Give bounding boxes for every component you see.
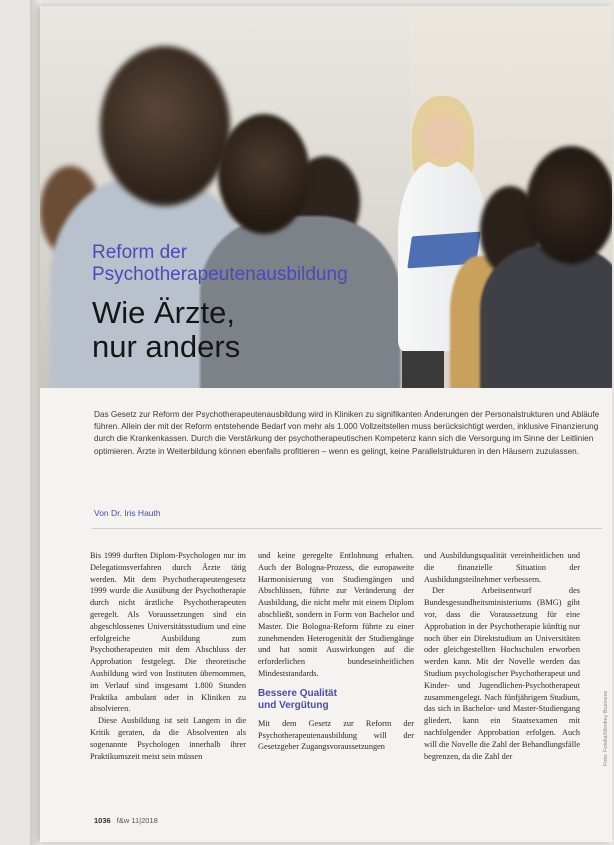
article-lead: Das Gesetz zur Reform der Psychotherapeutenausbildung wird in Kliniken zu signifikanten Änderungen der Personalstrukturen und Abläufe führen. Allein der mit der Reform entstehende Bedarf von mehr als 1.000 Vollzeitstellen muss berücksichtigt werden, inklusive Finanzierung durch die Krankenkassen. Durch die Verstärkung der psychotherapeutischen Kompetenz kann sich die Versorgung im Sinne der Leitlinien optimieren. Ärzte in Weiterbildung können ebenfalls profitieren – wenn es gelingt, keine Parallelstrukturen in den Häusern zuzulassen. — [94, 410, 600, 456]
article-byline: Von Dr. Iris Hauth — [94, 508, 161, 518]
photo-credit: Foto: Fotolia/Monkey Business — [603, 690, 609, 766]
text-column-3 — [424, 550, 580, 762]
text-column-1 — [90, 550, 246, 762]
column-2-paragraph-1: und keine geregelte Entlohnung erhalten. Auch der Bologna-Prozess, die europaweite Harmonisierung von Studiengängen und Abschlüssen, führte zur Veränderung der Ausbildung, die nicht mehr mit einem Diplom abschließt, sondern in Form von Bachelor und Master. Die Bologna-Reform führte zu einer zunehmenden Heterogenität der Studiengänge und hat somit Auswirkungen auf die erforderlichen bundeseinheitlichen Mindeststandards. — [258, 551, 414, 678]
page-footer — [94, 816, 158, 825]
subhead-line-2: und Vergütung — [258, 699, 329, 711]
photo-audience-head-b — [218, 114, 310, 234]
column-3-paragraph-1: und Ausbildungsqualität vereinheitlichen und die finanzielle Situation der Ausbildungsteilnehmer verbessern. — [424, 551, 580, 584]
photo-doctor-face — [418, 101, 468, 167]
divider — [92, 528, 602, 529]
kicker-line-1: Reform der — [92, 242, 188, 263]
photo-audience-head-a — [100, 46, 230, 206]
title-line-2: nur anders — [92, 329, 241, 364]
hero-photo — [40, 6, 612, 388]
article-title — [92, 296, 240, 364]
page-number: 1036 — [94, 816, 111, 825]
photo-audience-head-r — [526, 146, 612, 264]
photo-audience-body-r — [480, 246, 612, 388]
subhead-line-1: Bessere Qualität — [258, 687, 337, 699]
magazine-page — [40, 6, 612, 842]
kicker-line-2: Psychotherapeutenausbildung — [92, 264, 348, 285]
column-1-paragraph-1: Bis 1999 durften Diplom-Psychologen nur im Delegationsverfahren durch Ärzte tätig werden. Mit dem Psychotherapeutengesetz 1999 wurde die Ausübung der Psychotherapie durch nicht ärztliche Psychotherapeuten geregelt. Als Voraussetzungen sind ein abgeschlossenes Universitätsstudium und eine erfolgreiche Ausbildung zum Psychotherapeuten mit dem Abschluss der Approbation festgelegt. Die theoretische Ausbildung wird von Instituten übernommen, im Verlauf sind insgesamt 1.800 Stunden Praktika ambulant oder in Kliniken zu absolvieren. — [90, 551, 246, 714]
magazine-name: f&w 11|2018 — [116, 816, 158, 825]
section-subhead — [258, 688, 414, 712]
article-kicker — [92, 242, 348, 286]
column-1-paragraph-2: Diese Ausbildung ist seit Langem in die Kritik geraten, da die Absolventen als sogenannte Psychologen innerhalb ihrer Praktikumszeit meist sein müssen — [90, 716, 246, 761]
text-column-2 — [258, 550, 414, 753]
title-line-1: Wie Ärzte, — [92, 295, 235, 330]
column-2-paragraph-2: Mit dem Gesetz zur Reform der Psychotherapeutenausbildung will der Gesetzgeber Zugangsvoraussetzungen — [258, 718, 414, 752]
column-3-paragraph-2: Der Arbeitsentwurf des Bundesgesundheitsministeriums (BMG) gibt vor, dass die Voraussetzung für eine Approbation in der Psychotherapie künftig nur noch über ein Direktstudium an Universitäten oder gleichgestellten Hochschulen erworben werden kann. Mit der Novelle werden das Studium psychologischer Psychotherapeut und Kinder- und Jugendlichen-Psychotherapeut zusammengelegt. Nach fünfjährigem Studium, das sich in Bachelor- und Master-Studiengang gliedert, kann ein Staatsexamen mit nachfolgender Approbation erfolgen. Auch will die Novelle die Zahl der Behandlungsfälle begrenzen, da die Zahl der — [424, 586, 580, 761]
